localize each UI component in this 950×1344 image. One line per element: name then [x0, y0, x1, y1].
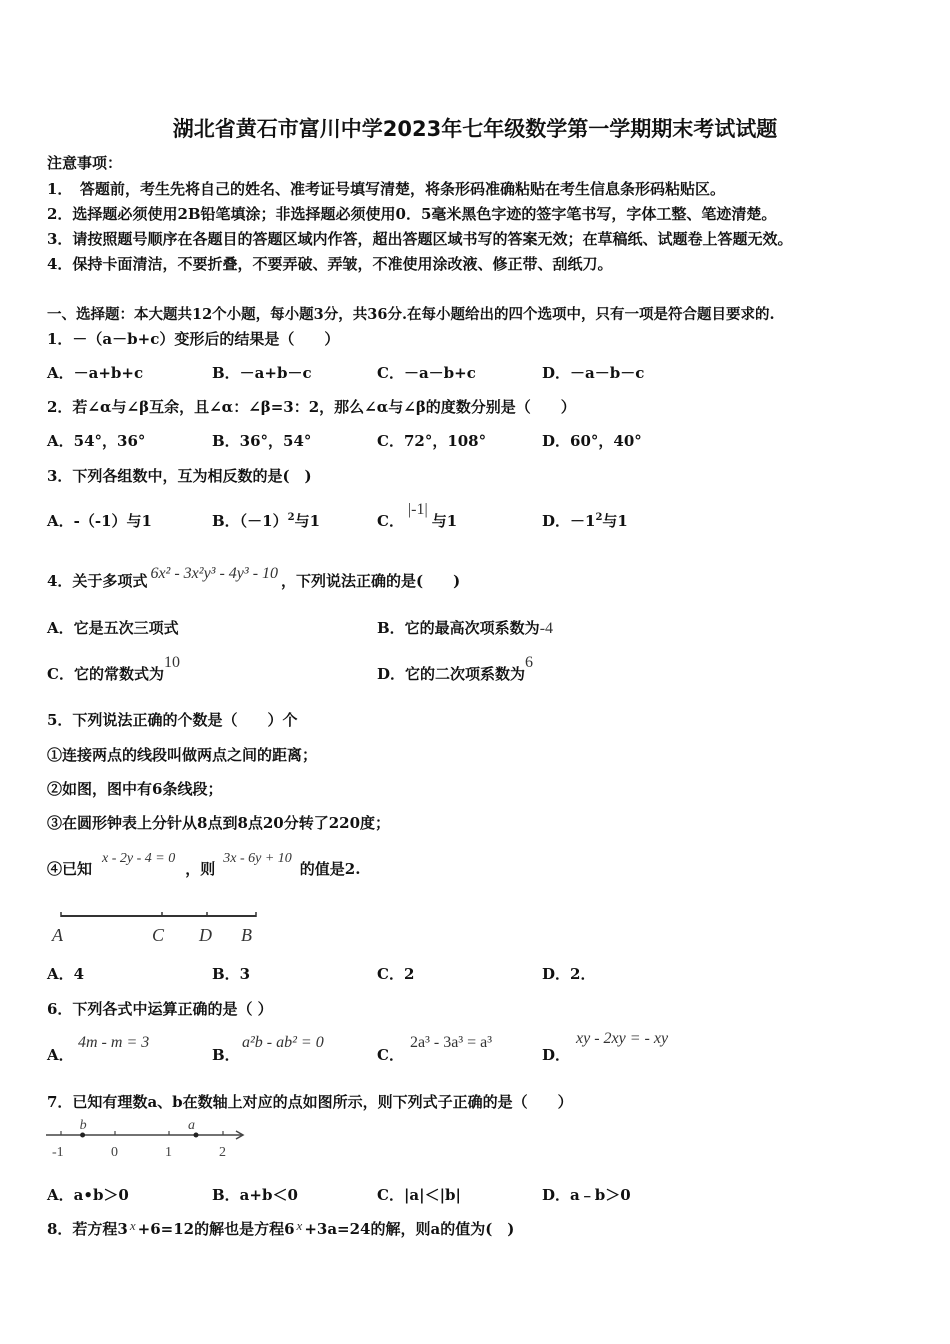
notice-item: 4．保持卡面清洁，不要折叠，不要弄破、弄皱，不准使用涂改液、修正带、刮纸刀。 [47, 255, 613, 273]
q5-option-b: B．3 [212, 965, 251, 983]
question-6-stem: 6．下列各式中运算正确的是（ ） [47, 1000, 273, 1018]
point-b-label: b [79, 1118, 87, 1133]
page-title: 湖北省黄石市富川中学2023年七年级数学第一学期期末考试试题 [172, 117, 778, 141]
q5-statement-4: ④已知x - 2y - 4 = 0，则3x - 6y + 10的值是2. [47, 851, 361, 878]
q2-option-a: A．54°，36° [47, 432, 146, 450]
q4-option-a: A．它是五次三项式 [47, 619, 179, 637]
q7-option-b: B．a+b＜0 [212, 1186, 298, 1204]
q1-option-a: A．－a+b+c [47, 364, 144, 382]
question-2-stem: 2．若∠α与∠β互余，且∠α：∠β=3：2，那么∠α与∠β的度数分别是（ ） [47, 398, 576, 416]
polynomial: 6x² - 3x²y³ - 4y³ - 10 [150, 565, 279, 582]
question-1-stem: 1．－（a－b+c）变形后的结果是（ ） [47, 330, 340, 348]
q3-option-d: D．$-1^2$与1 [542, 512, 628, 530]
number-line-figure [44, 1116, 254, 1160]
q4-option-d: D．它的二次项系数为6 [377, 654, 534, 683]
q3-option-c: C．|-1|与1 [377, 501, 458, 530]
q6-option-b-label: B． [212, 1046, 240, 1064]
axis-tick-label: 1 [165, 1145, 172, 1160]
point-label-b: B [241, 925, 252, 945]
q6-option-d-expr: xy - 2xy = - xy [576, 1030, 669, 1047]
q4-option-b: B．它的最高次项系数为-4 [377, 619, 554, 637]
q5-option-c: C．2 [377, 965, 415, 983]
point-b [80, 1133, 85, 1138]
axis-tick-label: 0 [111, 1145, 118, 1160]
q6-option-a-expr: 4m - m = 3 [78, 1034, 150, 1051]
q5-option-a: A．4 [47, 965, 85, 983]
q1-option-d: D．－a－b－c [542, 364, 645, 382]
axis-tick-label: -1 [52, 1145, 64, 1160]
q6-option-c-label: C． [377, 1046, 404, 1064]
question-8-stem: 8．若方程3 x +6=12的解也是方程6 x +3a=24的解，则a的值为( ) [47, 1218, 515, 1238]
q2-option-b: B．36°，54° [212, 432, 312, 450]
notice-item: 2．选择题必须使用2B铅笔填涂；非选择题必须使用0．5毫米黑色字迹的签字笔书写，字体工整、笔迹清楚。 [47, 205, 777, 223]
q2-option-c: C．72°，108° [377, 432, 487, 450]
q5-option-d: D．2． [542, 965, 596, 983]
point-label-c: C [152, 925, 165, 945]
q5-statement-2: ②如图，图中有6条线段； [47, 780, 223, 798]
notice-heading: 注意事项： [47, 154, 123, 172]
q5-statement-3: ③在圆形钟表上分针从8点到8点20分转了220度； [47, 814, 391, 832]
question-5-stem: 5．下列说法正确的个数是（ ）个 [47, 711, 298, 729]
question-3-stem: 3．下列各组数中，互为相反数的是( ) [47, 467, 312, 485]
q5-statement-1: ①连接两点的线段叫做两点之间的距离； [47, 746, 318, 764]
q7-option-a: A．a•b＞0 [47, 1186, 129, 1204]
q7-option-c: C．|a|＜|b| [377, 1186, 461, 1204]
axis-tick-label: 2 [219, 1145, 226, 1160]
point-a-label: a [188, 1118, 195, 1133]
q1-option-c: C．－a－b+c [377, 364, 476, 382]
point-label-d: D [199, 925, 212, 945]
question-7-stem: 7．已知有理数a、b在数轴上对应的点如图所示，则下列式子正确的是（ ） [47, 1093, 573, 1111]
q2-option-d: D．60°，40° [542, 432, 642, 450]
segment-figure [48, 905, 268, 945]
notice-item: 1． 答题前，考生先将自己的姓名、准考证号填写清楚，将条形码准确粘贴在考生信息条形码粘贴区。 [47, 180, 725, 198]
point-label-a: A [52, 925, 63, 945]
q3-option-b: B．$(-1)^2$与1 [212, 512, 321, 530]
q6-option-c-expr: 2a³ - 3a³ = a³ [410, 1034, 493, 1051]
notice-item: 3．请按照题号顺序在各题目的答题区域内作答，超出答题区域书写的答案无效；在草稿纸、试题卷上答题无效。 [47, 230, 793, 248]
q6-option-b-expr: a²b - ab² = 0 [242, 1034, 324, 1051]
section-heading: 一、选择题：本大题共12个小题，每小题3分，共36分.在每小题给出的四个选项中，只有一项是符合题目要求的. [47, 306, 775, 323]
q7-option-d: D．a﹣b＞0 [542, 1186, 631, 1204]
q6-option-a-label: A． [47, 1046, 74, 1064]
q4-option-c: C．它的常数式为10 [47, 654, 180, 683]
q1-option-b: B．－a+b－c [212, 364, 312, 382]
point-a [194, 1133, 199, 1138]
question-4-stem: 4．关于多项式 6x² - 3x²y³ - 4y³ - 10 ，下列说法正确的是( ) [47, 565, 461, 590]
q3-option-a: A．-（-1）与1 [47, 512, 152, 530]
q6-option-d-label: D． [542, 1046, 571, 1064]
